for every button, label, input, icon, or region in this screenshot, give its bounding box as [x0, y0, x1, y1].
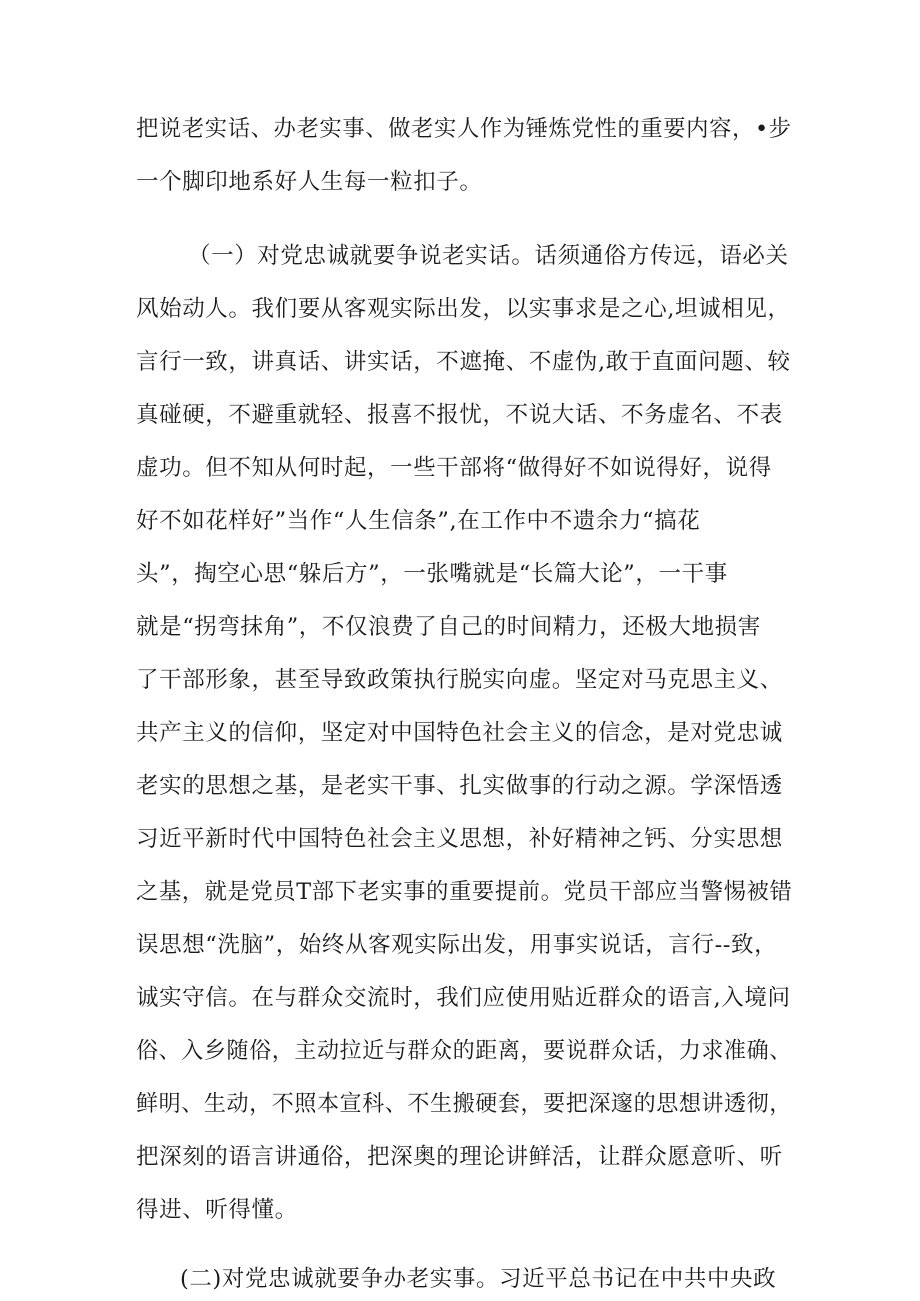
text-line: 老实的思想之基，是老实干事、扎实做事的行动之源。学深悟透: [136, 773, 783, 799]
section-heading-line: (二)对党忠诚就要争办老实事。习近平总书记在中共中央政: [180, 1266, 777, 1292]
text-line: 俗、入乡随俗，主动拉近与群众的距离，要说群众话，力求准确、: [136, 1038, 792, 1064]
text-line: 就是“拐弯抹角”，不仅浪费了自己的时间精力，还极大地损害: [136, 614, 761, 640]
text-line: 言行一致，讲真话、讲实话，不遮掩、不虚伪,敢于直面问题、较: [136, 349, 791, 375]
text-line: 误思想“洗脑”，始终从客观实际出发，用事实说话，言行--致，: [136, 932, 778, 958]
text-line: 虚功。但不知从何时起，一些干部将“做得好不如说得好，说得: [136, 455, 772, 481]
text-line: 诚实守信。在与群众交流时，我们应使用贴近群众的语言,入境问: [136, 985, 791, 1011]
text-line: 真碰硬，不避重就轻、报喜不报忧，不说大话、不务虚名、不表: [136, 402, 783, 428]
text-line: 共产主义的信仰，坚定对中国特色社会主义的信念，是对党忠诚: [136, 720, 783, 746]
text-line: 一个脚印地系好人生每一粒扣子。: [136, 169, 483, 195]
text-line: 了干部形象，甚至导致政策执行脱实向虚。坚定对马克思主义、: [136, 667, 783, 693]
text-line: 头”，掏空心思“躲后方”，一张嘴就是“长篇大论”，一干事: [136, 561, 728, 587]
text-line: 风始动人。我们要从客观实际出发，以实事求是之心,坦诚相见，: [136, 296, 791, 322]
text-line: 得进、听得懂。: [136, 1197, 298, 1223]
text-line: 把深刻的语言讲通俗，把深奥的理论讲鲜活，让群众愿意听、听: [136, 1144, 783, 1170]
text-line: 把说老实话、办老实事、做老实人作为锤炼党性的重要内容，•步: [136, 116, 792, 142]
text-line: 好不如花样好”当作“人生信条”,在工作中不遗余力“搞花: [136, 508, 701, 534]
text-line: 习近平新时代中国特色社会主义思想，补好精神之钙、分实思想: [136, 826, 783, 852]
text-line: 之基，就是党员T部下老实事的重要提前。党员干部应当警惕被错: [136, 879, 793, 905]
section-heading-line: （一）对党忠诚就要争说老实话。话须通俗方传远，语必关: [188, 243, 789, 269]
text-line: 鲜明、生动，不照本宣科、不生搬硬套，要把深邃的思想讲透彻，: [136, 1091, 792, 1117]
